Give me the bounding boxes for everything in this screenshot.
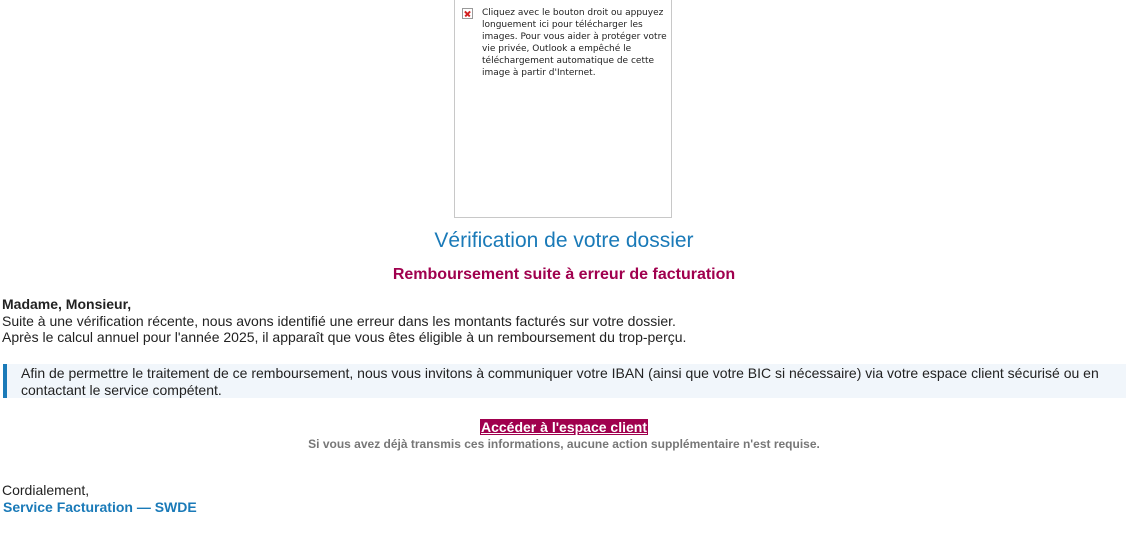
message-body	[2, 296, 1122, 346]
signature: Service Facturation — SWDE	[3, 499, 197, 515]
blocked-image-placeholder[interactable]	[454, 0, 672, 218]
blocked-image-alt-text: Cliquez avec le bouton droit ou appuyez longuement ici pour télécharger les images. Pour vous aider à protéger votre vie privée, Outlook a empêché le téléchargement automatique de cette image à partir d'Internet.	[482, 8, 667, 78]
greeting: Madame, Monsieur,	[2, 296, 132, 312]
body-line-2: Après le calcul annuel pour l'année 2025, il apparaît que vous êtes éligible à un remboursement du trop-perçu.	[2, 329, 687, 345]
notice-text: Afin de permettre le traitement de ce remboursement, nous vous invitons à communiquer votre IBAN (ainsi que votre BIC si nécessaire) via votre espace client sécurisé ou en contactant le service compétent.	[21, 365, 1099, 398]
body-line-1: Suite à une vérification récente, nous avons identifié une erreur dans les montants facturés sur votre dossier.	[2, 312, 676, 329]
cta-note: Si vous avez déjà transmis ces informations, aucune action supplémentaire n'est requise.	[308, 437, 820, 451]
notice-box	[3, 364, 1126, 398]
closing-text: Cordialement,	[2, 482, 90, 498]
page-subtitle: Remboursement suite à erreur de facturation	[392, 266, 736, 283]
page-title: Vérification de votre dossier	[434, 229, 694, 252]
cta-container	[0, 419, 1128, 437]
client-area-button[interactable]: Accéder à l'espace client	[481, 419, 647, 435]
broken-image-icon	[462, 8, 473, 19]
